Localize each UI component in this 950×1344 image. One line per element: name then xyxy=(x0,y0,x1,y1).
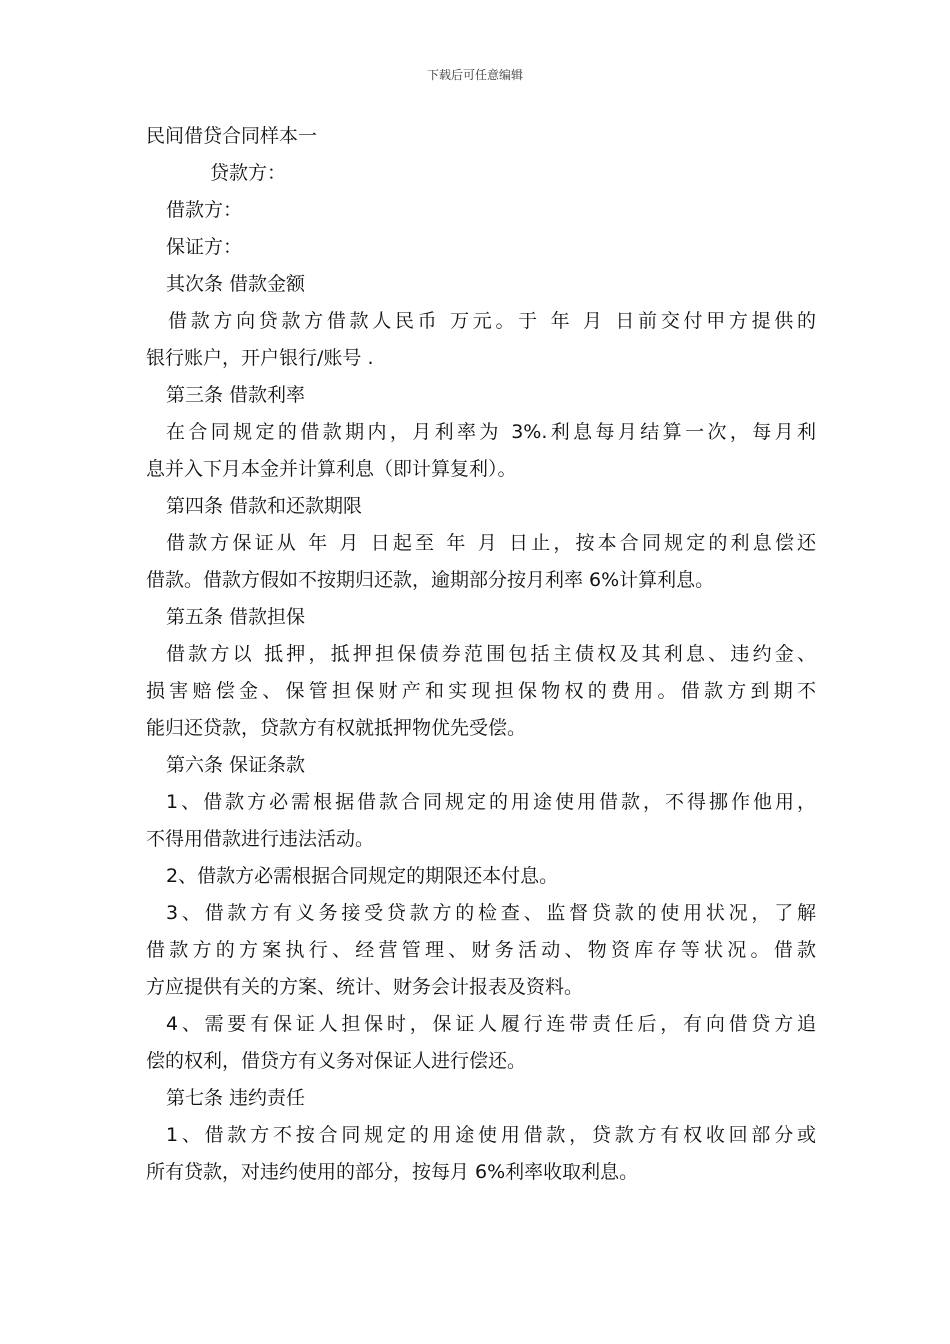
document-line: 4、需要有保证人担保时，保证人履行连带责任后，有向借贷方追 xyxy=(166,1013,816,1035)
document-line: 1、借款方必需根据借款合同规定的用途使用借款，不得挪作他用， xyxy=(166,791,816,813)
document-line: 借款方的方案执行、经营管理、财务活动、物资库存等状况。借款 xyxy=(146,939,816,961)
document-line: 2、借款方必需根据合同规定的期限还本付息。 xyxy=(166,865,559,887)
document-line: 银行账户，开户银行/账号 . xyxy=(146,347,374,369)
document-line: 借款方： xyxy=(166,199,243,221)
document-line: 其次条 借款金额 xyxy=(166,273,306,295)
document-line: 借款方向贷款方借款人民币 万元。于 年 月 日前交付甲方提供的 xyxy=(168,310,816,332)
document-line: 能归还贷款，贷款方有权就抵押物优先受偿。 xyxy=(146,717,527,739)
document-line: 损害赔偿金、保管担保财产和实现担保物权的费用。借款方到期不 xyxy=(146,680,816,702)
document-line: 第七条 违约责任 xyxy=(166,1087,306,1109)
document-body xyxy=(146,118,816,1191)
document-line: 第五条 借款担保 xyxy=(166,606,306,628)
document-line: 在合同规定的借款期内，月利率为 3%.利息每月结算一次，每月利 xyxy=(166,421,816,443)
document-line: 借款方保证从 年 月 日起至 年 月 日止，按本合同规定的利息偿还 xyxy=(166,532,816,554)
document-line: 所有贷款，对违约使用的部分，按每月 6%利率收取利息。 xyxy=(146,1161,639,1183)
document-line: 第四条 借款和还款期限 xyxy=(166,495,363,517)
document-line: 借款。借款方假如不按期归还款，逾期部分按月利率 6%计算利息。 xyxy=(146,569,715,591)
document-line: 偿的权利，借贷方有义务对保证人进行偿还。 xyxy=(146,1050,527,1072)
document-line: 借款方以 抵押，抵押担保债券范围包括主债权及其利息、违约金、 xyxy=(166,643,816,665)
document-line: 方应提供有关的方案、统计、财务会计报表及资料。 xyxy=(146,976,584,998)
document-line: 息并入下月本金并计算利息（即计算复利）。 xyxy=(146,458,517,480)
document-line: 1、借款方不按合同规定的用途使用借款，贷款方有权收回部分或 xyxy=(166,1124,816,1146)
document-title: 民间借贷合同样本一 xyxy=(146,125,318,147)
document-line: 贷款方： xyxy=(210,162,287,184)
document-line: 第三条 借款利率 xyxy=(166,384,306,406)
document-line: 保证方： xyxy=(166,236,243,258)
document-line: 第六条 保证条款 xyxy=(166,754,306,776)
document-line: 3、借款方有义务接受贷款方的检查、监督贷款的使用状况，了解 xyxy=(166,902,816,924)
page-header-note: 下载后可任意编辑 xyxy=(426,68,523,82)
document-line: 不得用借款进行违法活动。 xyxy=(146,828,375,850)
